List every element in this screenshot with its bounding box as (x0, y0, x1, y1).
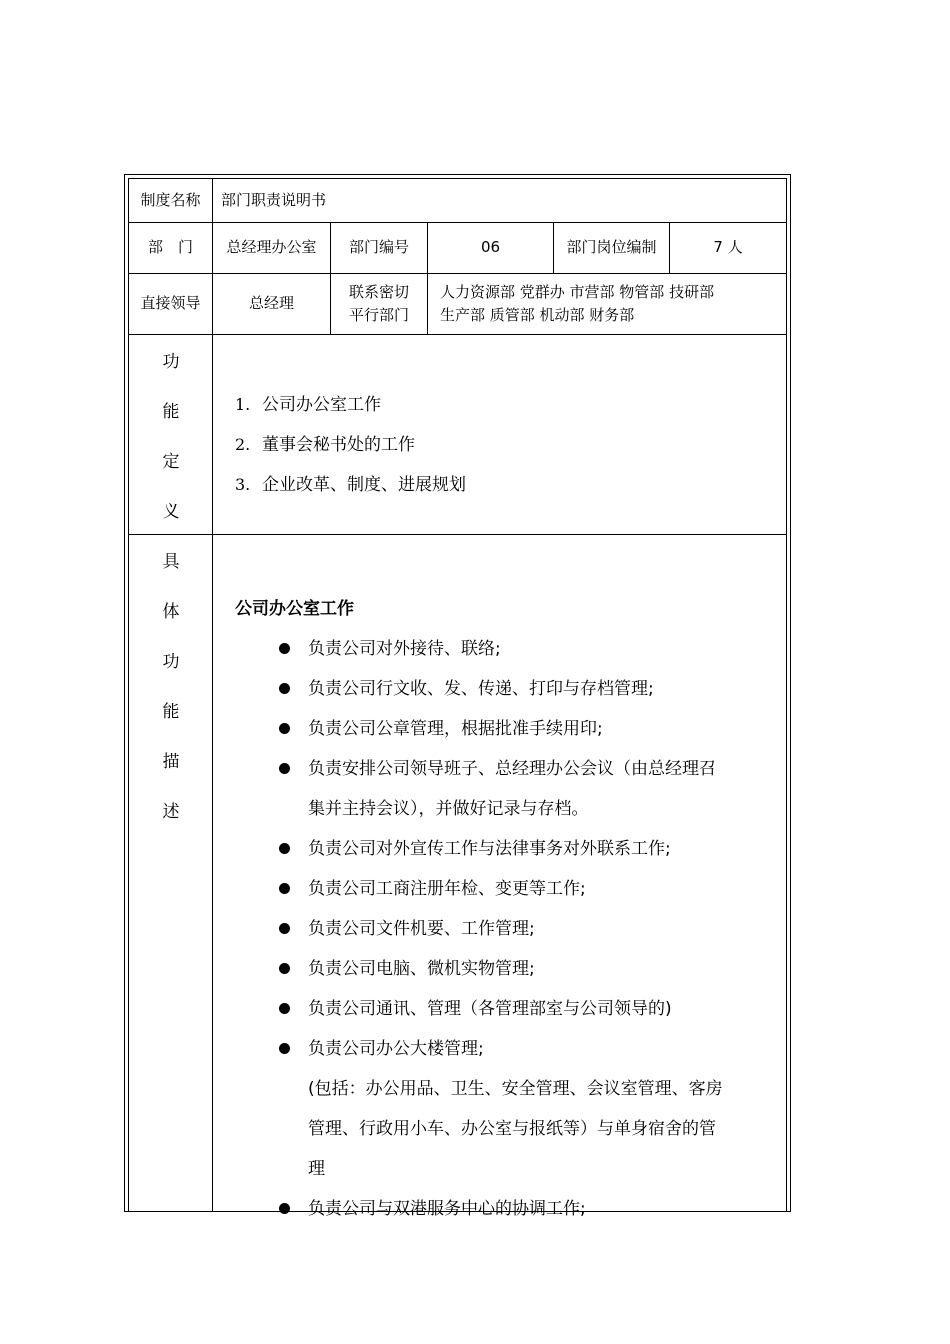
bullet-icon (279, 1203, 290, 1214)
list-item-text: 负责公司工商注册年检、变更等工作; (308, 879, 586, 899)
list-item-text: 负责公司与双港服务中心的协调工作; (308, 1199, 586, 1219)
list-item: 2. 董事会秘书处的工作 (235, 435, 415, 455)
department-code-value: 06 (480, 238, 501, 257)
list-item (277, 669, 797, 709)
list-item (277, 749, 797, 829)
list-item-text: 负责公司公章管理，根据批准手续用印; (308, 719, 603, 739)
list-item-text: 理 (308, 1159, 325, 1179)
list-item-text: 负责公司电脑、微机实物管理; (308, 959, 535, 979)
direct-leader-label: 直接领导 (140, 294, 201, 313)
bullet-icon (279, 843, 290, 854)
list-item (277, 709, 797, 749)
bullet-icon (279, 923, 290, 934)
list-item-text: 负责公司办公大楼管理; (308, 1039, 484, 1059)
list-item-text: 负责安排公司领导班子、总经理办公会议（由总经理召 (308, 759, 716, 779)
list-item-text: 集并主持会议），并做好记录与存档。 (308, 799, 589, 819)
function-definition-list (235, 385, 466, 505)
direct-leader-value: 总经理 (248, 294, 294, 313)
row-divider (129, 534, 786, 535)
section-title: 公司办公室工作 (235, 599, 354, 619)
list-item-text: (包括：办公用品、卫生、安全管理、会议室管理、客房 (308, 1079, 723, 1099)
system-name-label: 制度名称 (140, 190, 201, 209)
bullet-icon (279, 683, 290, 694)
list-item: 3. 企业改革、制度、进展规划 (235, 475, 466, 495)
list-item-text: 负责公司对外接待、联络; (308, 639, 501, 659)
function-detail-list (277, 629, 797, 1229)
system-name-value: 部门职责说明书 (221, 190, 327, 209)
function-detail-label: 具 体 功 能 描 述 (162, 552, 180, 822)
related-departments-line: 人力资源部 党群办 市营部 物管部 技研部 (440, 282, 715, 301)
list-item (277, 869, 797, 909)
bullet-icon (279, 643, 290, 654)
department-value: 总经理办公室 (226, 238, 317, 257)
list-item (277, 829, 797, 869)
responsibility-table-frame (124, 174, 791, 1219)
list-item (277, 909, 797, 949)
related-departments-value (440, 274, 790, 334)
row-divider (129, 334, 786, 335)
position-quota-value: 7 人 (713, 238, 743, 257)
bullet-icon (279, 723, 290, 734)
list-item: 1. 公司办公室工作 (235, 395, 381, 415)
related-departments-label: 联系密切平行部门 (348, 282, 409, 324)
bullet-icon (279, 763, 290, 774)
bullet-icon (279, 883, 290, 894)
list-item-text: 负责公司对外宣传工作与法律事务对外联系工作; (308, 839, 671, 859)
bullet-icon (279, 963, 290, 974)
list-item-text: 管理、行政用小车、办公室与报纸等）与单身宿舍的管 (308, 1119, 716, 1139)
list-item-text: 负责公司通讯、管理（各管理部室与公司领导的) (308, 999, 672, 1019)
responsibility-table (128, 178, 787, 1219)
function-definition-label: 功 能 定 义 (162, 352, 180, 522)
department-code-label: 部门编号 (348, 238, 409, 257)
department-label: 部 门 (147, 238, 193, 257)
list-item-text: 负责公司行文收、发、传递、打印与存档管理; (308, 679, 654, 699)
list-item (277, 1029, 797, 1189)
list-item-text: 负责公司文件机要、工作管理; (308, 919, 535, 939)
position-quota-label: 部门岗位编制 (566, 238, 657, 257)
list-item (277, 629, 797, 669)
list-item (277, 949, 797, 989)
related-departments-line: 生产部 质管部 机动部 财务部 (440, 306, 635, 324)
list-item (277, 989, 797, 1029)
list-item (277, 1189, 797, 1229)
bullet-icon (279, 1043, 290, 1054)
bullet-icon (279, 1003, 290, 1014)
